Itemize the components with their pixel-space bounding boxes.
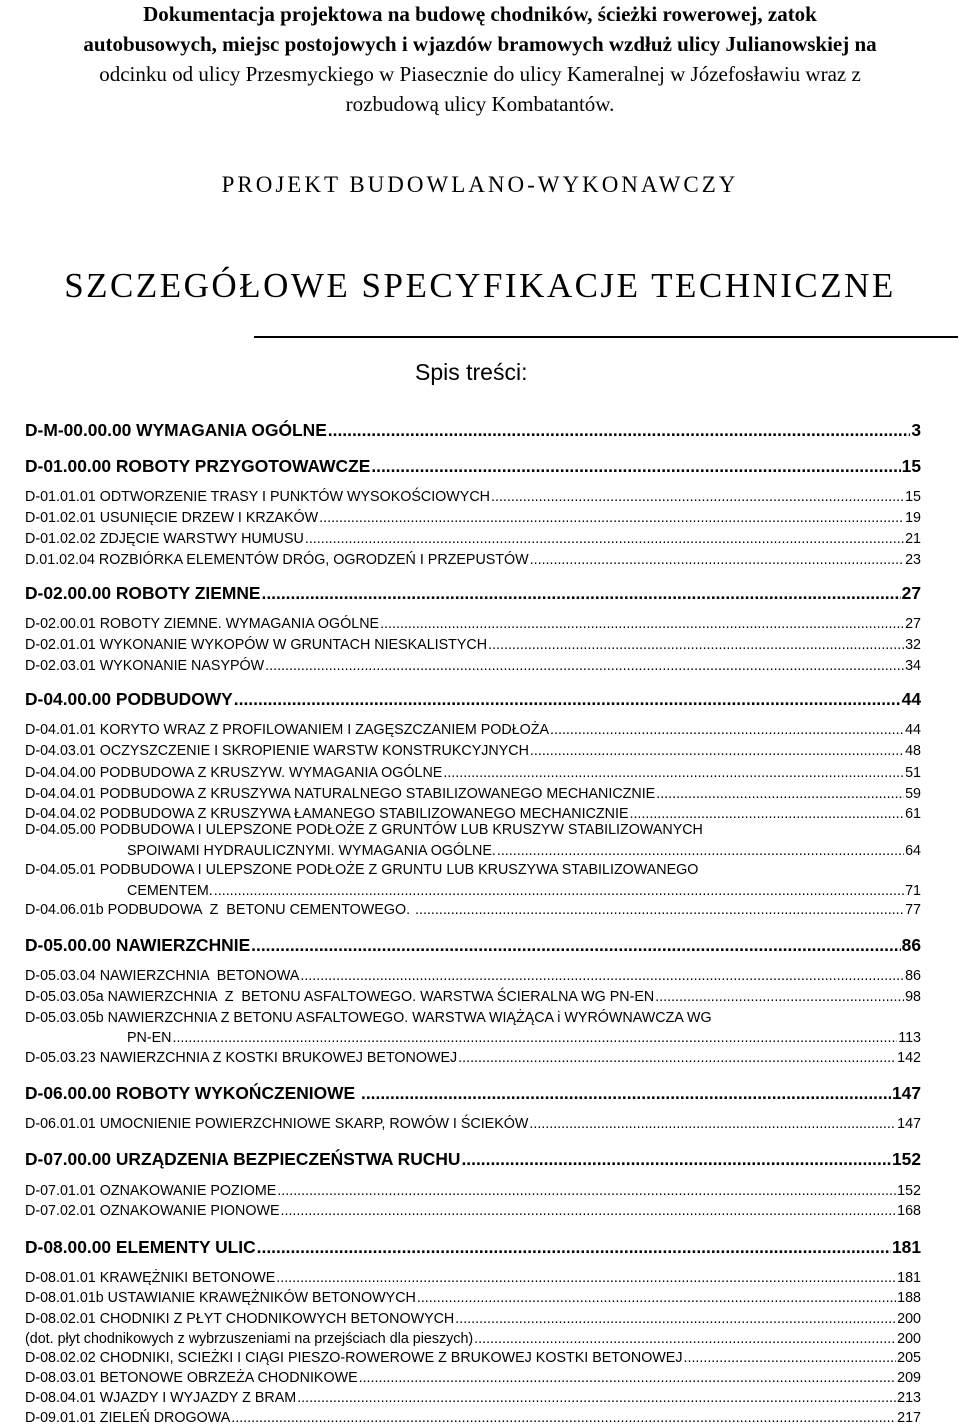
toc-dot-leader xyxy=(550,722,904,738)
toc-entry-title: (dot. płyt chodnikowych z wybrzuszeniami na przejściach dla pieszych) xyxy=(25,1331,474,1347)
toc-entry-title: D-08.00.00 ELEMENTY ULIC xyxy=(25,1237,256,1257)
toc-page-number: 86 xyxy=(901,935,921,955)
toc-subsection-entry[interactable] xyxy=(25,968,921,984)
toc-dot-leader xyxy=(530,552,904,568)
toc-page-number: 200 xyxy=(897,1311,921,1327)
toc-subsection-entry[interactable] xyxy=(25,722,921,738)
toc-dot-leader xyxy=(529,1116,896,1132)
toc-page-number: 217 xyxy=(897,1410,921,1426)
toc-dot-leader xyxy=(277,1183,896,1199)
toc-entry-title: D-02.03.01 WYKONANIE NASYPÓW xyxy=(25,658,265,674)
toc-page-number: 71 xyxy=(905,883,921,899)
toc-section-entry[interactable] xyxy=(25,583,921,604)
toc-dot-leader xyxy=(443,765,904,781)
toc-entry-title: D-04.04.01 PODBUDOWA Z KRUSZYWA NATURALNEGO STABILIZOWANEGO MECHANICZNIE xyxy=(25,786,656,802)
toc-page-number: 23 xyxy=(905,552,921,568)
toc-subsection-entry[interactable] xyxy=(25,765,921,781)
toc-subsection-entry[interactable] xyxy=(25,1410,921,1426)
toc-entry-title: PN-EN xyxy=(127,1030,172,1046)
toc-dot-leader xyxy=(488,637,904,653)
toc-subsection-entry[interactable] xyxy=(25,1050,921,1066)
toc-page-number: 147 xyxy=(891,1083,921,1103)
toc-page-number: 64 xyxy=(905,843,921,859)
toc-dot-leader xyxy=(474,1331,896,1347)
toc-dot-leader xyxy=(234,689,901,710)
toc-subsection-entry[interactable] xyxy=(25,1390,921,1406)
toc-entry-title: D-01.02.01 USUNIĘCIE DRZEW I KRZAKÓW xyxy=(25,510,319,526)
toc-entry-title-line: D-05.03.05b NAWIERZCHNIA Z BETONU ASFALTOWEGO. WARSTWA WIĄŻĄCA i WYRÓWNAWCZA WG xyxy=(25,1010,712,1026)
horizontal-divider xyxy=(254,336,958,338)
toc-entry-title: SPOIWAMI HYDRAULICZNYMI. WYMAGANIA OGÓLNE. xyxy=(127,843,496,859)
toc-section-entry[interactable] xyxy=(25,1149,921,1170)
toc-entry-title: D-08.04.01 WJAZDY I WYJAZDY Z BRAM xyxy=(25,1390,297,1406)
toc-subsection-entry[interactable] xyxy=(25,531,921,547)
toc-subsection-entry[interactable] xyxy=(25,1203,921,1219)
toc-subsection-entry[interactable] xyxy=(25,552,921,568)
toc-entry-title: D-07.02.01 OZNAKOWANIE PIONOWE xyxy=(25,1203,280,1219)
toc-page-number: 152 xyxy=(897,1183,921,1199)
toc-entry-title: D-01.02.02 ZDJĘCIE WARSTWY HUMUSU xyxy=(25,531,304,547)
toc-heading: Spis treści: xyxy=(415,359,528,385)
toc-page-number: 181 xyxy=(891,1237,921,1257)
toc-entry-title: D-05.03.04 NAWIERZCHNIA BETONOWA xyxy=(25,968,300,984)
toc-entry-title-line: D-04.05.01 PODBUDOWA I ULEPSZONE PODŁOŻE Z GRUNTU LUB KRUSZYWA STABILIZOWANEGO xyxy=(25,862,699,878)
toc-entry-title: D-07.00.00 URZĄDZENIA BEZPIECZEŃSTWA RUCHU xyxy=(25,1149,461,1169)
toc-page-number: 34 xyxy=(905,658,921,674)
toc-subsection-entry[interactable] xyxy=(25,1270,921,1286)
toc-dot-leader xyxy=(319,510,904,526)
toc-entry-title: D-07.01.01 OZNAKOWANIE POZIOME xyxy=(25,1183,277,1199)
toc-subsection-entry[interactable] xyxy=(25,616,921,632)
toc-dot-leader xyxy=(491,489,904,505)
toc-subsection-entry[interactable] xyxy=(25,1370,921,1386)
toc-dot-leader xyxy=(281,1203,897,1219)
toc-entry-title-line: D-04.05.00 PODBUDOWA I ULEPSZONE PODŁOŻE Z GRUNTÓW LUB KRUSZYW STABILIZOWANYCH xyxy=(25,822,703,838)
toc-dot-leader xyxy=(251,935,900,956)
toc-page-number: 77 xyxy=(905,902,921,918)
toc-page-number: 48 xyxy=(905,743,921,759)
toc-subsection-entry[interactable] xyxy=(25,786,921,802)
toc-dot-leader xyxy=(684,1350,897,1366)
toc-section-entry[interactable] xyxy=(25,1237,921,1258)
toc-entry-title: D-02.00.01 ROBOTY ZIEMNE. WYMAGANIA OGÓLNE xyxy=(25,616,380,632)
toc-dot-leader xyxy=(172,1030,897,1046)
toc-page-number: 188 xyxy=(897,1290,921,1306)
toc-page-number: 113 xyxy=(898,1030,921,1046)
toc-entry-title: D-04.04.02 PODBUDOWA Z KRUSZYWA ŁAMANEGO STABILIZOWANEGO MECHANICZNIE xyxy=(25,806,629,822)
toc-page-number: 142 xyxy=(897,1050,921,1066)
toc-entry-title: D-01.01.01 ODTWORZENIE TRASY I PUNKTÓW WYSOKOŚCIOWYCH xyxy=(25,489,490,505)
toc-entry-title: D-08.03.01 BETONOWE OBRZEŻA CHODNIKOWE xyxy=(25,1370,358,1386)
toc-dot-leader xyxy=(297,1390,896,1406)
title-line-3: odcinku od ulicy Przesmyckiego w Piasecznie do ulicy Kameralnej w Józefosławiu wraz z xyxy=(99,62,861,86)
toc-subsection-entry[interactable] xyxy=(25,637,921,653)
toc-dot-leader xyxy=(380,616,904,632)
toc-entry-title: D-02.01.01 WYKONANIE WYKOPÓW W GRUNTACH NIESKALISTYCH xyxy=(25,637,488,653)
specification-heading: SZCZEGÓŁOWE SPECYFIKACJE TECHNICZNE xyxy=(64,266,896,305)
toc-page-number: 205 xyxy=(897,1350,921,1366)
toc-entry-title: D-04.01.01 KORYTO WRAZ Z PROFILOWANIEM I ZAGĘSZCZANIEM PODŁOŻA xyxy=(25,722,550,738)
toc-page-number: 152 xyxy=(891,1149,921,1169)
toc-entry-title: D-02.00.00 ROBOTY ZIEMNE xyxy=(25,583,261,603)
toc-entry-title: D-08.01.01 KRAWĘŻNIKI BETONOWE xyxy=(25,1270,276,1286)
toc-entry-title: D-M-00.00.00 WYMAGANIA OGÓLNE xyxy=(25,420,327,440)
toc-page-number: 21 xyxy=(905,531,921,547)
toc-dot-leader xyxy=(655,989,904,1005)
toc-page-number: 147 xyxy=(897,1116,921,1132)
toc-entry-title: D-06.01.01 UMOCNIENIE POWIERZCHNIOWE SKARP, ROWÓW I ŚCIEKÓW xyxy=(25,1116,529,1132)
toc-entry-title: D-06.00.00 ROBOTY WYKOŃCZENIOWE xyxy=(25,1083,360,1103)
toc-page-number: 15 xyxy=(901,456,921,476)
toc-section-entry[interactable] xyxy=(25,1083,921,1104)
toc-subsection-entry[interactable] xyxy=(25,1331,921,1347)
toc-dot-leader xyxy=(629,806,904,822)
toc-dot-leader xyxy=(458,1050,896,1066)
toc-dot-leader xyxy=(361,1083,891,1104)
project-type-heading: PROJEKT BUDOWLANO-WYKONAWCZY xyxy=(221,172,739,197)
toc-subsection-entry[interactable] xyxy=(25,489,921,505)
toc-page-number: 59 xyxy=(905,786,921,802)
toc-dot-leader xyxy=(371,456,900,477)
toc-entry-title: D-04.04.00 PODBUDOWA Z KRUSZYW. WYMAGANIA OGÓLNE xyxy=(25,765,443,781)
toc-entry-title: D-08.02.01 CHODNIKI Z PŁYT CHODNIKOWYCH BETONOWYCH xyxy=(25,1311,455,1327)
toc-page-number: 209 xyxy=(897,1370,921,1386)
toc-page-number: 27 xyxy=(905,616,921,632)
toc-subsection-entry[interactable] xyxy=(25,902,921,918)
toc-page-number: 3 xyxy=(911,420,921,440)
toc-subsection-entry[interactable] xyxy=(25,510,921,526)
toc-dot-leader xyxy=(461,1149,891,1170)
toc-dot-leader xyxy=(455,1311,896,1327)
toc-entry-title: D-08.02.02 CHODNIKI, SCIEŻKI I CIĄGI PIESZO-ROWEROWE Z BRUKOWEJ KOSTKI BETONOWEJ xyxy=(25,1350,683,1366)
toc-subsection-entry[interactable] xyxy=(25,743,921,759)
toc-dot-leader xyxy=(214,883,904,899)
toc-section-entry[interactable] xyxy=(25,935,921,956)
toc-dot-leader xyxy=(265,658,904,674)
toc-dot-leader xyxy=(497,843,904,859)
toc-entry-title: D-05.00.00 NAWIERZCHNIE xyxy=(25,935,251,955)
toc-page-number: 181 xyxy=(897,1270,921,1286)
toc-page-number: 44 xyxy=(905,722,921,738)
toc-page-number: 200 xyxy=(897,1331,921,1347)
toc-entry-title: D-09.01.01 ZIELEŃ DROGOWA xyxy=(25,1410,231,1426)
toc-subsection-entry[interactable] xyxy=(127,1030,921,1046)
toc-dot-leader xyxy=(262,583,901,604)
toc-dot-leader xyxy=(359,1370,897,1386)
toc-dot-leader xyxy=(328,420,911,441)
title-line-4: rozbudową ulicy Kombatantów. xyxy=(345,92,615,116)
toc-subsection-entry[interactable] xyxy=(127,883,921,899)
toc-entry-title: D.01.02.04 ROZBIÓRKA ELEMENTÓW DRÓG, OGRODZEŃ I PRZEPUSTÓW xyxy=(25,552,529,568)
toc-entry-title: D-04.03.01 OCZYSZCZENIE I SKROPIENIE WARSTW KONSTRUKCYJNYCH xyxy=(25,743,529,759)
toc-page-number: 51 xyxy=(905,765,921,781)
toc-entry-title: D-05.03.05a NAWIERZCHNIA Z BETONU ASFALTOWEGO. WARSTWA ŚCIERALNA WG PN-EN xyxy=(25,989,655,1005)
toc-section-entry[interactable] xyxy=(25,420,921,441)
toc-page-number: 15 xyxy=(905,489,921,505)
toc-entry-title: D-04.00.00 PODBUDOWY xyxy=(25,689,233,709)
toc-entry-title: D-04.06.01b PODBUDOWA Z BETONU CEMENTOWEGO. xyxy=(25,902,415,918)
toc-page-number: 27 xyxy=(901,583,921,603)
toc-subsection-entry[interactable] xyxy=(25,806,921,822)
toc-page-number: 19 xyxy=(905,510,921,526)
toc-dot-leader xyxy=(530,743,904,759)
toc-subsection-entry[interactable] xyxy=(25,658,921,674)
title-line-2: autobusowych, miejsc postojowych i wjazdów bramowych wzdłuż ulicy Julianowskiej na xyxy=(83,32,877,56)
toc-section-entry[interactable] xyxy=(25,456,921,477)
toc-subsection-entry[interactable] xyxy=(25,1350,921,1366)
toc-page-number: 44 xyxy=(901,689,921,709)
toc-subsection-entry[interactable] xyxy=(25,989,921,1005)
toc-section-entry[interactable] xyxy=(25,689,921,710)
toc-page-number: 98 xyxy=(905,989,921,1005)
toc-entry-title: CEMENTEM. xyxy=(127,883,213,899)
toc-dot-leader xyxy=(257,1237,891,1258)
toc-entry-title: D-05.03.23 NAWIERZCHNIA Z KOSTKI BRUKOWEJ BETONOWEJ xyxy=(25,1050,458,1066)
toc-entry-title: D-01.00.00 ROBOTY PRZYGOTOWAWCZE xyxy=(25,456,371,476)
toc-page-number: 168 xyxy=(897,1203,921,1219)
toc-dot-leader xyxy=(656,786,904,802)
toc-dot-leader xyxy=(417,1290,896,1306)
toc-subsection-entry[interactable] xyxy=(25,1311,921,1327)
toc-page-number: 32 xyxy=(905,637,921,653)
toc-entry-title: D-08.01.01b USTAWIANIE KRAWĘŻNIKÓW BETONOWYCH xyxy=(25,1290,416,1306)
toc-dot-leader xyxy=(300,968,904,984)
toc-page-number: 86 xyxy=(905,968,921,984)
toc-dot-leader xyxy=(305,531,904,547)
title-line-1: Dokumentacja projektowa na budowę chodników, ścieżki rowerowej, zatok xyxy=(143,2,817,26)
toc-subsection-entry[interactable] xyxy=(25,1183,921,1199)
toc-subsection-entry[interactable] xyxy=(25,1116,921,1132)
toc-dot-leader xyxy=(415,902,904,918)
toc-page-number: 213 xyxy=(897,1390,921,1406)
toc-dot-leader xyxy=(231,1410,896,1426)
toc-subsection-entry[interactable] xyxy=(25,1290,921,1306)
toc-page-number: 61 xyxy=(905,806,921,822)
document-title xyxy=(0,0,960,119)
toc-dot-leader xyxy=(276,1270,896,1286)
toc-subsection-entry[interactable] xyxy=(127,843,921,859)
